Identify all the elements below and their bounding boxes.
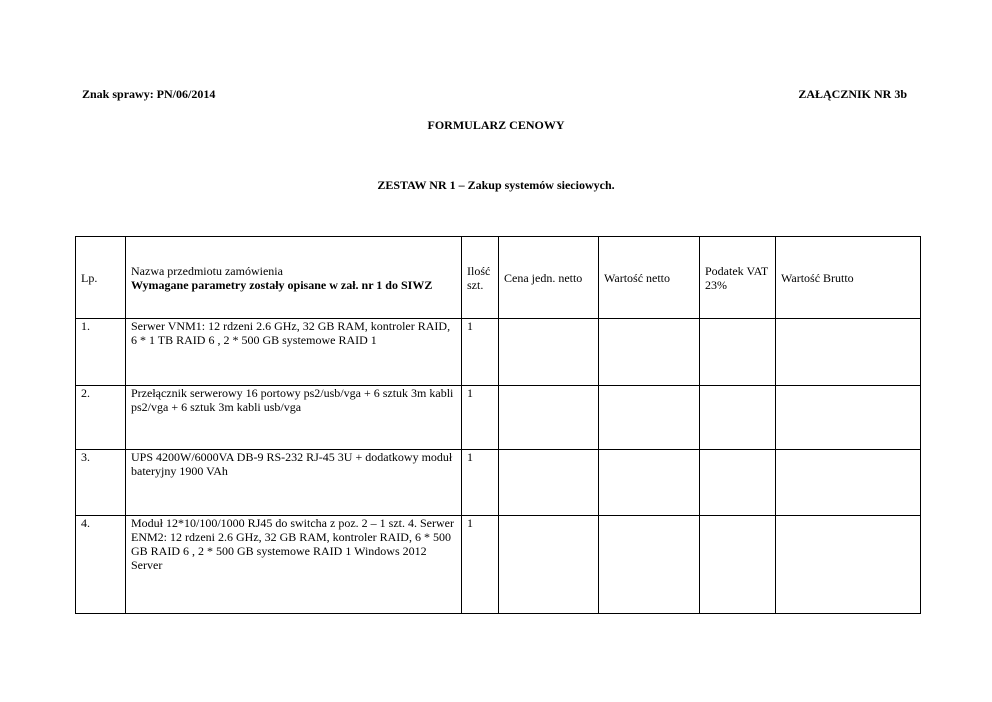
- row-gross-value[interactable]: [776, 386, 921, 450]
- col-lp: Lp.: [76, 237, 126, 319]
- col-unit-price: Cena jedn. netto: [499, 237, 599, 319]
- col-qty: Ilość szt.: [462, 237, 499, 319]
- table-row: [76, 319, 921, 386]
- col-item-name: [126, 237, 462, 319]
- col-item-name-line2: Wymagane parametry zostały opisane w zał. nr 1 do SIWZ: [131, 277, 433, 292]
- col-item-name-line1: Nazwa przedmiotu zamówienia: [131, 263, 283, 278]
- row-lp: 4.: [76, 516, 126, 614]
- table-row: [76, 386, 921, 450]
- row-net-value[interactable]: [599, 450, 700, 516]
- row-qty: 1: [462, 386, 499, 450]
- form-title: FORMULARZ CENOWY: [427, 118, 565, 132]
- row-item-name: Serwer VNM1: 12 rdzeni 2.6 GHz, 32 GB RAM, kontroler RAID, 6 * 1 TB RAID 6 , 2 * 500 GB systemowe RAID 1: [126, 319, 462, 386]
- row-vat[interactable]: [700, 386, 776, 450]
- table-row: [76, 516, 921, 614]
- row-item-name: UPS 4200W/6000VA DB-9 RS-232 RJ-45 3U + dodatkowy moduł bateryjny 1900 VAh: [126, 450, 462, 516]
- row-net-value[interactable]: [599, 516, 700, 614]
- row-vat[interactable]: [700, 450, 776, 516]
- row-gross-value[interactable]: [776, 516, 921, 614]
- col-vat: Podatek VAT 23%: [700, 237, 776, 319]
- row-vat[interactable]: [700, 516, 776, 614]
- row-lp: 1.: [76, 319, 126, 386]
- row-item-name: Przełącznik serwerowy 16 portowy ps2/usb/vga + 6 sztuk 3m kabli ps2/vga + 6 sztuk 3m kabli usb/vga: [126, 386, 462, 450]
- row-lp: 3.: [76, 450, 126, 516]
- price-form-table: [75, 236, 921, 614]
- row-gross-value[interactable]: [776, 450, 921, 516]
- row-qty: 1: [462, 516, 499, 614]
- row-item-name: Moduł 12*10/100/1000 RJ45 do switcha z poz. 2 – 1 szt. 4. Serwer ENM2: 12 rdzeni 2.6 GHz, 32 GB RAM, kontroler RAID, 6 * 500 GB RAID 6 , 2 * 500 GB systemowe RAID 1 Windows 2012 Server: [126, 516, 462, 614]
- table-header-row: [76, 237, 921, 319]
- case-number: Znak sprawy: PN/06/2014: [82, 87, 216, 101]
- row-unit-price[interactable]: [499, 450, 599, 516]
- set-title: ZESTAW NR 1 – Zakup systemów sieciowych.: [377, 178, 615, 192]
- annex-number: ZAŁĄCZNIK NR 3b: [798, 87, 907, 101]
- row-net-value[interactable]: [599, 386, 700, 450]
- row-qty: 1: [462, 450, 499, 516]
- row-lp: 2.: [76, 386, 126, 450]
- row-gross-value[interactable]: [776, 319, 921, 386]
- row-unit-price[interactable]: [499, 386, 599, 450]
- table-row: [76, 450, 921, 516]
- col-net-value: Wartość netto: [599, 237, 700, 319]
- row-qty: 1: [462, 319, 499, 386]
- row-unit-price[interactable]: [499, 516, 599, 614]
- col-gross-value: Wartość Brutto: [776, 237, 921, 319]
- row-unit-price[interactable]: [499, 319, 599, 386]
- row-vat[interactable]: [700, 319, 776, 386]
- row-net-value[interactable]: [599, 319, 700, 386]
